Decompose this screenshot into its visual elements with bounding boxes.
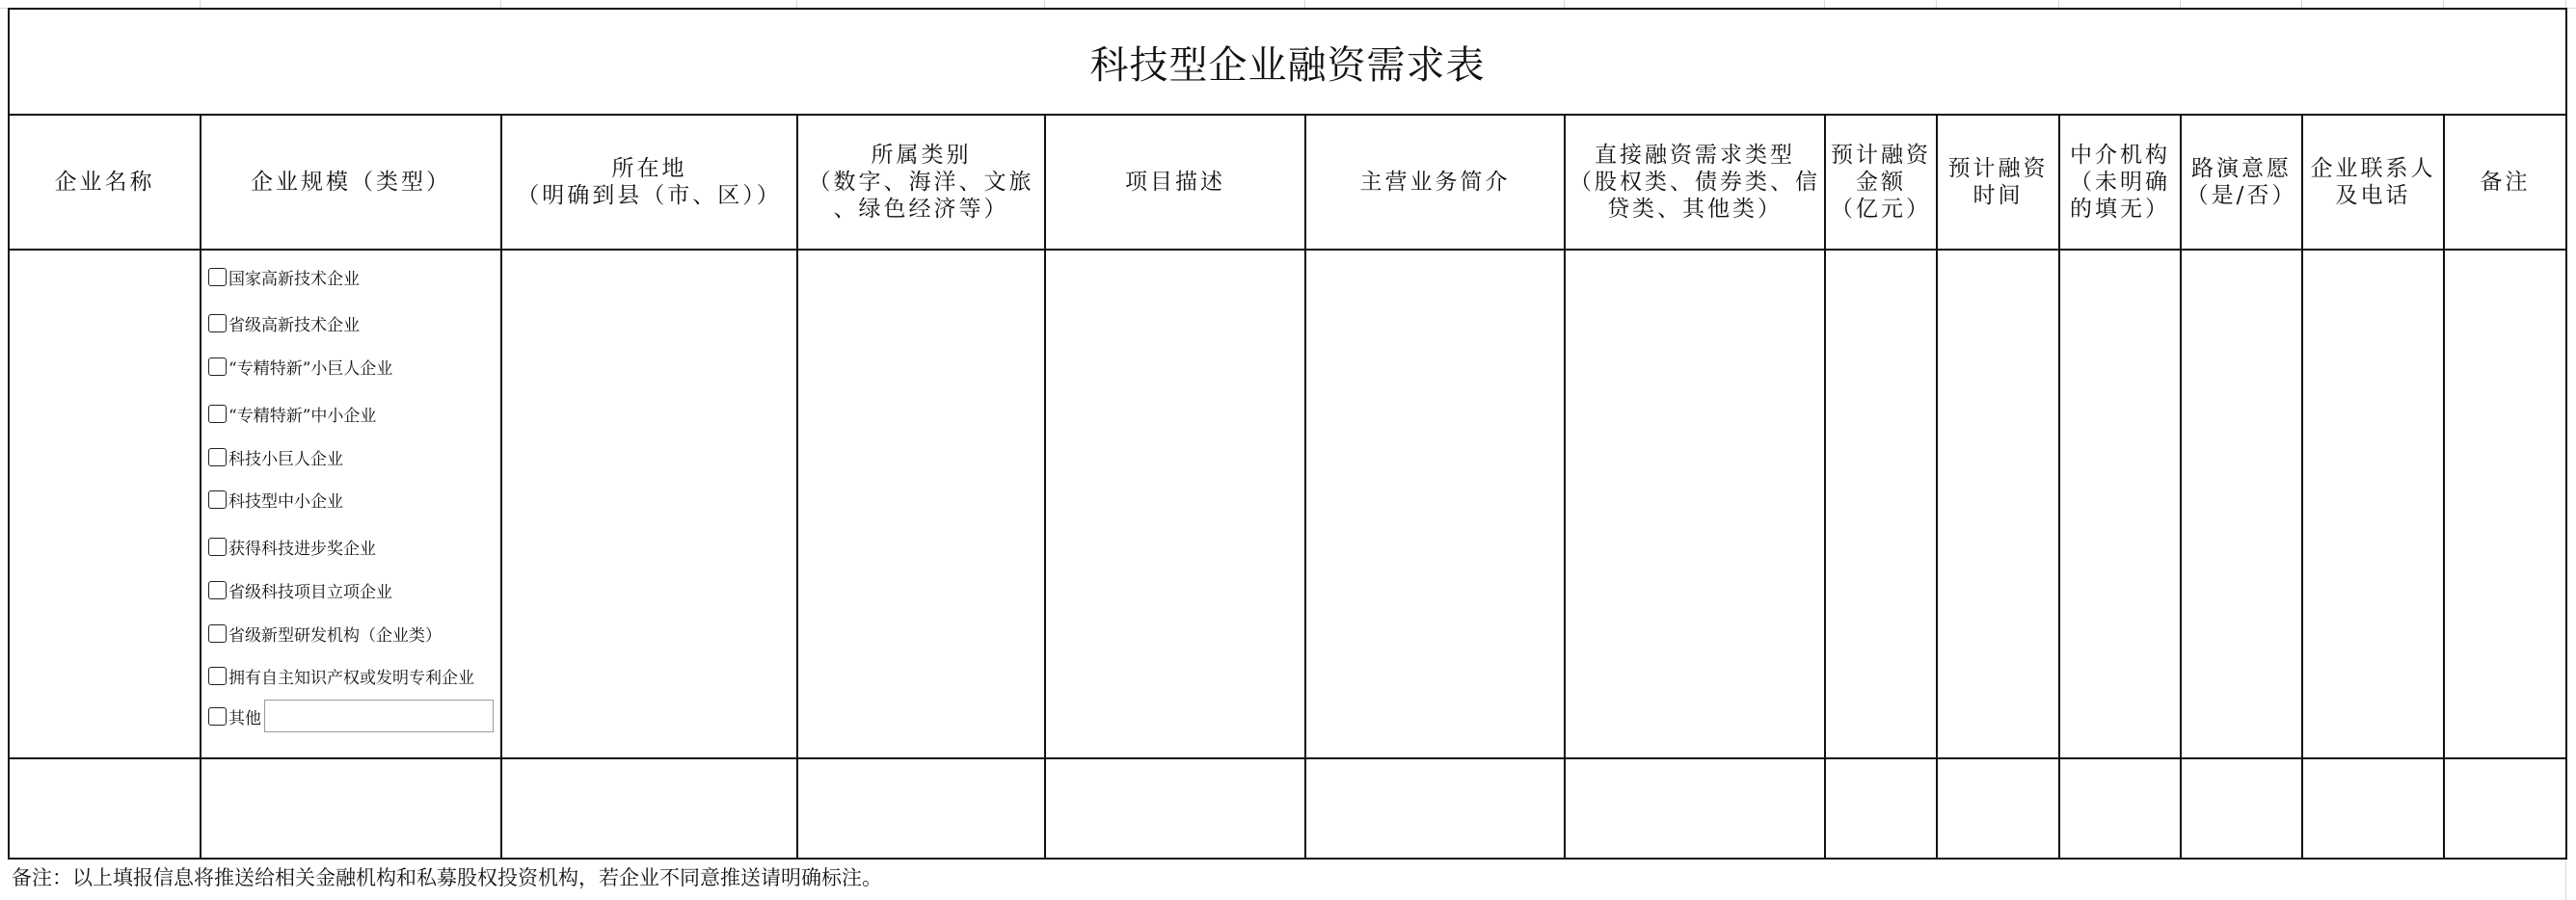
empty-cell[interactable] — [1825, 758, 1937, 859]
option-little-giant[interactable] — [208, 355, 392, 379]
option-label: 省级高新技术企业 — [228, 316, 360, 335]
header-financing-time: 预计融资 时间 — [1937, 115, 2059, 250]
empty-cell[interactable] — [1565, 758, 1825, 859]
option-provincial-project[interactable] — [208, 578, 392, 602]
cell-project-description[interactable] — [1045, 250, 1305, 758]
empty-cell[interactable] — [2181, 758, 2302, 859]
option-tech-sme[interactable] — [208, 488, 343, 512]
option-tech-little-giant[interactable] — [208, 445, 343, 469]
cell-remarks[interactable] — [2444, 250, 2566, 758]
header-category: 所属类别 （数字、海洋、文旅 、绿色经济等） — [797, 115, 1045, 250]
option-label: 其他 — [228, 708, 261, 728]
checkbox[interactable] — [208, 357, 227, 376]
empty-cell[interactable] — [1937, 758, 2059, 859]
option-national-high-tech[interactable] — [208, 265, 360, 289]
option-label: 国家高新技术企业 — [228, 270, 360, 289]
cell-company-name[interactable] — [9, 250, 201, 758]
option-label: “专精特新”中小企业 — [228, 407, 377, 426]
cell-location[interactable] — [501, 250, 797, 758]
checkbox[interactable] — [208, 667, 227, 685]
cell-contact[interactable] — [2302, 250, 2444, 758]
option-label: 获得科技进步奖企业 — [228, 540, 376, 559]
empty-cell[interactable] — [2444, 758, 2566, 859]
option-ip-patent[interactable] — [208, 664, 474, 688]
cell-financing-time[interactable] — [1937, 250, 2059, 758]
header-company-scale: 企业规模（类型） — [201, 115, 501, 250]
option-label: “专精特新”小巨人企业 — [228, 359, 393, 379]
empty-cell[interactable] — [9, 758, 201, 859]
empty-cell[interactable] — [1045, 758, 1305, 859]
empty-cell[interactable] — [201, 758, 501, 859]
header-financing-type: 直接融资需求类型 （股权类、债券类、信 贷类、其他类） — [1565, 115, 1825, 250]
option-label: 省级科技项目立项企业 — [228, 583, 392, 602]
cell-main-business[interactable] — [1305, 250, 1565, 758]
checkbox[interactable] — [208, 538, 227, 556]
option-label: 科技小巨人企业 — [228, 450, 343, 469]
checkbox[interactable] — [208, 268, 227, 286]
header-financing-amount: 预计融资 金额 （亿元） — [1825, 115, 1937, 250]
cell-category[interactable] — [797, 250, 1045, 758]
option-label: 省级新型研发机构（企业类） — [228, 626, 442, 646]
empty-cell[interactable] — [501, 758, 797, 859]
form-title: 科技型企业融资需求表 — [9, 9, 2566, 115]
header-project-description: 项目描述 — [1045, 115, 1305, 250]
header-remarks: 备注 — [2444, 115, 2566, 250]
checkbox[interactable] — [208, 448, 227, 466]
checkbox[interactable] — [208, 624, 227, 643]
header-company-name: 企业名称 — [9, 115, 201, 250]
empty-cell[interactable] — [1305, 758, 1565, 859]
financing-demand-table — [8, 8, 2567, 860]
other-text-field[interactable] — [264, 700, 494, 732]
header-contact: 企业联系人 及电话 — [2302, 115, 2444, 250]
cell-financing-amount[interactable] — [1825, 250, 1937, 758]
option-label: 科技型中小企业 — [228, 492, 343, 512]
checkbox[interactable] — [208, 707, 227, 726]
checkbox[interactable] — [208, 405, 227, 423]
empty-cell[interactable] — [2059, 758, 2181, 859]
cell-intermediary[interactable] — [2059, 250, 2181, 758]
checkbox[interactable] — [208, 314, 227, 332]
empty-cell[interactable] — [797, 758, 1045, 859]
checkbox[interactable] — [208, 581, 227, 599]
cell-financing-type[interactable] — [1565, 250, 1825, 758]
header-location: 所在地 （明确到县（市、区）） — [501, 115, 797, 250]
checkbox[interactable] — [208, 490, 227, 509]
header-main-business: 主营业务简介 — [1305, 115, 1565, 250]
option-other[interactable] — [208, 700, 494, 732]
cell-company-scale — [201, 250, 501, 758]
option-provincial-high-tech[interactable] — [208, 311, 360, 335]
header-intermediary: 中介机构 （未明确 的填无） — [2059, 115, 2181, 250]
option-tech-progress-award[interactable] — [208, 535, 376, 559]
option-specialized-sme[interactable] — [208, 402, 376, 426]
option-label: 拥有自主知识产权或发明专利企业 — [228, 669, 474, 688]
footnote: 备注：以上填报信息将推送给相关金融机构和私募股权投资机构，若企业不同意推送请明确标注。 — [12, 866, 882, 889]
header-roadshow: 路演意愿 （是/否） — [2181, 115, 2302, 250]
option-new-rd-institution[interactable] — [208, 622, 442, 646]
cell-roadshow[interactable] — [2181, 250, 2302, 758]
empty-cell[interactable] — [2302, 758, 2444, 859]
